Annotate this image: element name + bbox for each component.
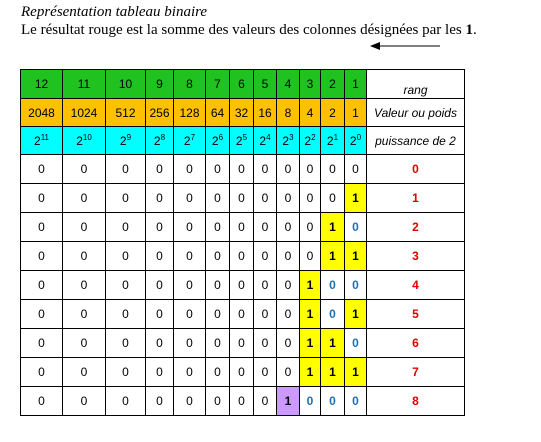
bit-cell: 0 <box>254 329 277 358</box>
bit-cell: 0 <box>206 184 230 213</box>
subtitle-bold: 1 <box>465 22 473 38</box>
decimal-value: 8 <box>367 387 465 416</box>
valeur-cell: 4 <box>300 99 321 127</box>
bit-cell: 0 <box>321 184 345 213</box>
subtitle-end: . <box>472 22 477 38</box>
decimal-value: 0 <box>367 155 465 184</box>
rang-cell: 7 <box>206 70 230 99</box>
bit-cell: 0 <box>174 271 206 300</box>
bit-cell: 0 <box>230 184 254 213</box>
bit-cell: 1 <box>300 300 321 329</box>
table-row <box>21 329 465 358</box>
valeur-cell: 64 <box>206 99 230 127</box>
rang-label: rang <box>367 70 465 99</box>
bit-cell: 0 <box>21 242 63 271</box>
bit-cell: 0 <box>206 329 230 358</box>
bit-cell: 0 <box>146 242 174 271</box>
bit-cell: 0 <box>230 271 254 300</box>
bit-cell: 0 <box>230 329 254 358</box>
bit-cell: 0 <box>106 213 146 242</box>
bit-cell: 1 <box>321 213 345 242</box>
bit-cell: 0 <box>106 387 146 416</box>
subtitle-text: Le résultat rouge est la somme des valeurs des colonnes désignées par les <box>21 22 466 38</box>
puissance-exponent: 1 <box>333 132 339 142</box>
decimal-value: 7 <box>367 358 465 387</box>
bit-cell: 0 <box>146 387 174 416</box>
bit-cell: 0 <box>300 242 321 271</box>
puissance-exponent: 3 <box>289 132 294 142</box>
puissance-base: 2 <box>282 133 290 148</box>
bit-cell: 0 <box>106 300 146 329</box>
bit-cell: 0 <box>254 271 277 300</box>
bit-cell: 0 <box>345 329 367 358</box>
decimal-value: 2 <box>367 213 465 242</box>
bit-cell: 1 <box>321 329 345 358</box>
rang-cell: 10 <box>106 70 146 99</box>
puissance-cell <box>300 127 321 155</box>
bit-cell: 0 <box>146 184 174 213</box>
bit-cell: 0 <box>277 213 300 242</box>
valeur-cell: 8 <box>277 99 300 127</box>
bit-cell: 0 <box>254 358 277 387</box>
bit-cell: 0 <box>277 358 300 387</box>
rang-cell: 8 <box>174 70 206 99</box>
puissance-exponent: 10 <box>82 132 92 142</box>
rang-row <box>21 70 465 99</box>
table-row <box>21 213 465 242</box>
bit-cell: 0 <box>321 271 345 300</box>
bit-cell: 0 <box>174 329 206 358</box>
bit-cell: 1 <box>300 358 321 387</box>
puissance-cell <box>106 127 146 155</box>
bit-cell: 0 <box>146 213 174 242</box>
bit-cell: 0 <box>277 300 300 329</box>
page-subtitle <box>21 22 477 39</box>
puissance-label: puissance de 2 <box>367 127 465 155</box>
valeur-cell: 16 <box>254 99 277 127</box>
bit-cell: 0 <box>21 213 63 242</box>
bit-cell: 1 <box>345 184 367 213</box>
bit-cell: 0 <box>63 387 106 416</box>
puissance-base: 2 <box>76 133 83 148</box>
puissance-base: 2 <box>119 133 127 148</box>
bit-cell: 0 <box>254 184 277 213</box>
rang-cell: 3 <box>300 70 321 99</box>
decimal-value: 1 <box>367 184 465 213</box>
decimal-value: 4 <box>367 271 465 300</box>
bit-cell: 0 <box>230 358 254 387</box>
bit-cell: 1 <box>300 271 321 300</box>
bit-cell: 0 <box>345 155 367 184</box>
puissance-base: 2 <box>326 133 334 148</box>
bit-cell: 1 <box>321 242 345 271</box>
puissance-cell <box>174 127 206 155</box>
puissance-exponent: 6 <box>218 132 224 142</box>
rang-cell: 9 <box>146 70 174 99</box>
bit-cell: 0 <box>277 184 300 213</box>
bit-cell: 0 <box>277 271 300 300</box>
left-arrow-icon <box>370 40 440 52</box>
bit-cell: 0 <box>146 271 174 300</box>
rang-cell: 4 <box>277 70 300 99</box>
bit-cell: 0 <box>146 155 174 184</box>
bit-cell: 1 <box>300 329 321 358</box>
valeur-cell: 2048 <box>21 99 63 127</box>
bit-cell: 0 <box>254 213 277 242</box>
bit-cell: 0 <box>254 300 277 329</box>
bit-cell: 0 <box>63 155 106 184</box>
bit-cell: 0 <box>321 387 345 416</box>
bit-cell: 0 <box>206 213 230 242</box>
bit-cell: 0 <box>174 242 206 271</box>
valeur-cell: 256 <box>146 99 174 127</box>
puissance-exponent: 5 <box>242 132 248 142</box>
bit-cell: 0 <box>230 242 254 271</box>
bit-cell: 1 <box>345 242 367 271</box>
puissance-base: 2 <box>259 133 267 148</box>
puissance-exponent: 0 <box>356 132 362 142</box>
bit-cell: 0 <box>300 387 321 416</box>
bit-cell: 0 <box>63 213 106 242</box>
bit-cell: 0 <box>277 242 300 271</box>
bit-cell: 0 <box>146 329 174 358</box>
valeur-cell: 512 <box>106 99 146 127</box>
bit-cell: 0 <box>300 213 321 242</box>
bit-cell: 0 <box>206 155 230 184</box>
bit-cell: 0 <box>63 271 106 300</box>
bit-cell: 1 <box>321 358 345 387</box>
bit-cell: 0 <box>63 300 106 329</box>
bit-cell: 0 <box>230 300 254 329</box>
bit-cell: 0 <box>63 242 106 271</box>
bit-cell: 0 <box>146 358 174 387</box>
puissance-base: 2 <box>304 133 312 148</box>
bit-cell: 0 <box>174 184 206 213</box>
valeur-label: Valeur ou poids <box>367 99 465 127</box>
puissance-base: 2 <box>34 133 41 148</box>
bit-cell: 0 <box>230 155 254 184</box>
table-row <box>21 155 465 184</box>
puissance-exponent: 4 <box>266 132 271 142</box>
bit-cell: 0 <box>21 184 63 213</box>
bit-cell: 0 <box>206 358 230 387</box>
rang-cell: 5 <box>254 70 277 99</box>
bit-cell: 0 <box>21 329 63 358</box>
table-row <box>21 300 465 329</box>
bit-cell: 0 <box>63 184 106 213</box>
puissance-exponent: 8 <box>160 132 166 142</box>
bit-cell: 0 <box>345 387 367 416</box>
bit-cell: 0 <box>206 271 230 300</box>
bit-cell: 0 <box>206 242 230 271</box>
puissance-cell <box>21 127 63 155</box>
puissance-base: 2 <box>211 133 219 148</box>
table-row <box>21 184 465 213</box>
bit-cell: 0 <box>106 271 146 300</box>
bit-cell: 0 <box>277 155 300 184</box>
bit-cell: 0 <box>254 387 277 416</box>
puissance-exponent: 9 <box>126 132 132 142</box>
table-row <box>21 358 465 387</box>
valeur-cell: 1024 <box>63 99 106 127</box>
bit-cell: 0 <box>21 271 63 300</box>
bit-cell: 0 <box>300 155 321 184</box>
bit-cell: 0 <box>146 300 174 329</box>
bit-cell: 0 <box>106 184 146 213</box>
puissance-cell <box>345 127 367 155</box>
puissance-exponent: 11 <box>40 132 49 142</box>
bit-cell: 0 <box>254 242 277 271</box>
puissance-cell <box>146 127 174 155</box>
bit-cell: 0 <box>300 184 321 213</box>
table-row <box>21 387 465 416</box>
bit-cell: 0 <box>321 300 345 329</box>
decimal-value: 6 <box>367 329 465 358</box>
puissance-base: 2 <box>153 133 161 148</box>
rang-cell: 12 <box>21 70 63 99</box>
bit-cell: 0 <box>206 387 230 416</box>
bit-cell: 0 <box>277 329 300 358</box>
decimal-value: 3 <box>367 242 465 271</box>
puissance-cell <box>230 127 254 155</box>
table-row <box>21 271 465 300</box>
bit-cell: 0 <box>174 213 206 242</box>
puissance-row <box>21 127 465 155</box>
rang-cell: 6 <box>230 70 254 99</box>
bit-cell: 0 <box>21 300 63 329</box>
puissance-exponent: 2 <box>311 132 316 142</box>
valeur-cell: 128 <box>174 99 206 127</box>
bit-cell: 0 <box>106 155 146 184</box>
bit-cell: 0 <box>21 387 63 416</box>
bit-cell: 0 <box>63 358 106 387</box>
puissance-base: 2 <box>349 133 357 148</box>
valeur-cell: 32 <box>230 99 254 127</box>
bit-cell: 0 <box>21 155 63 184</box>
bit-cell: 0 <box>321 155 345 184</box>
bit-cell: 0 <box>230 213 254 242</box>
bit-cell: 1 <box>277 387 300 416</box>
puissance-cell <box>254 127 277 155</box>
bit-cell: 1 <box>345 358 367 387</box>
valeur-cell: 2 <box>321 99 345 127</box>
bit-cell: 0 <box>106 242 146 271</box>
puissance-exponent: 7 <box>190 132 196 142</box>
bit-cell: 0 <box>174 358 206 387</box>
bit-cell: 0 <box>345 213 367 242</box>
puissance-cell <box>321 127 345 155</box>
bit-cell: 0 <box>345 271 367 300</box>
bit-cell: 0 <box>174 155 206 184</box>
table-row <box>21 242 465 271</box>
bit-cell: 0 <box>63 329 106 358</box>
bit-cell: 1 <box>345 300 367 329</box>
puissance-base: 2 <box>235 133 243 148</box>
puissance-base: 2 <box>183 133 191 148</box>
bit-cell: 0 <box>174 300 206 329</box>
puissance-cell <box>206 127 230 155</box>
bit-cell: 0 <box>174 387 206 416</box>
valeur-row <box>21 99 465 127</box>
bit-cell: 0 <box>21 358 63 387</box>
rang-cell: 2 <box>321 70 345 99</box>
page-title: Représentation tableau binaire <box>21 4 208 20</box>
decimal-value: 5 <box>367 300 465 329</box>
bit-cell: 0 <box>206 300 230 329</box>
bit-cell: 0 <box>106 358 146 387</box>
bit-cell: 0 <box>106 329 146 358</box>
puissance-cell <box>63 127 106 155</box>
binary-table <box>20 69 465 416</box>
valeur-cell: 1 <box>345 99 367 127</box>
puissance-cell <box>277 127 300 155</box>
bit-cell: 0 <box>254 155 277 184</box>
rang-cell: 11 <box>63 70 106 99</box>
bit-cell: 0 <box>230 387 254 416</box>
rang-cell: 1 <box>345 70 367 99</box>
